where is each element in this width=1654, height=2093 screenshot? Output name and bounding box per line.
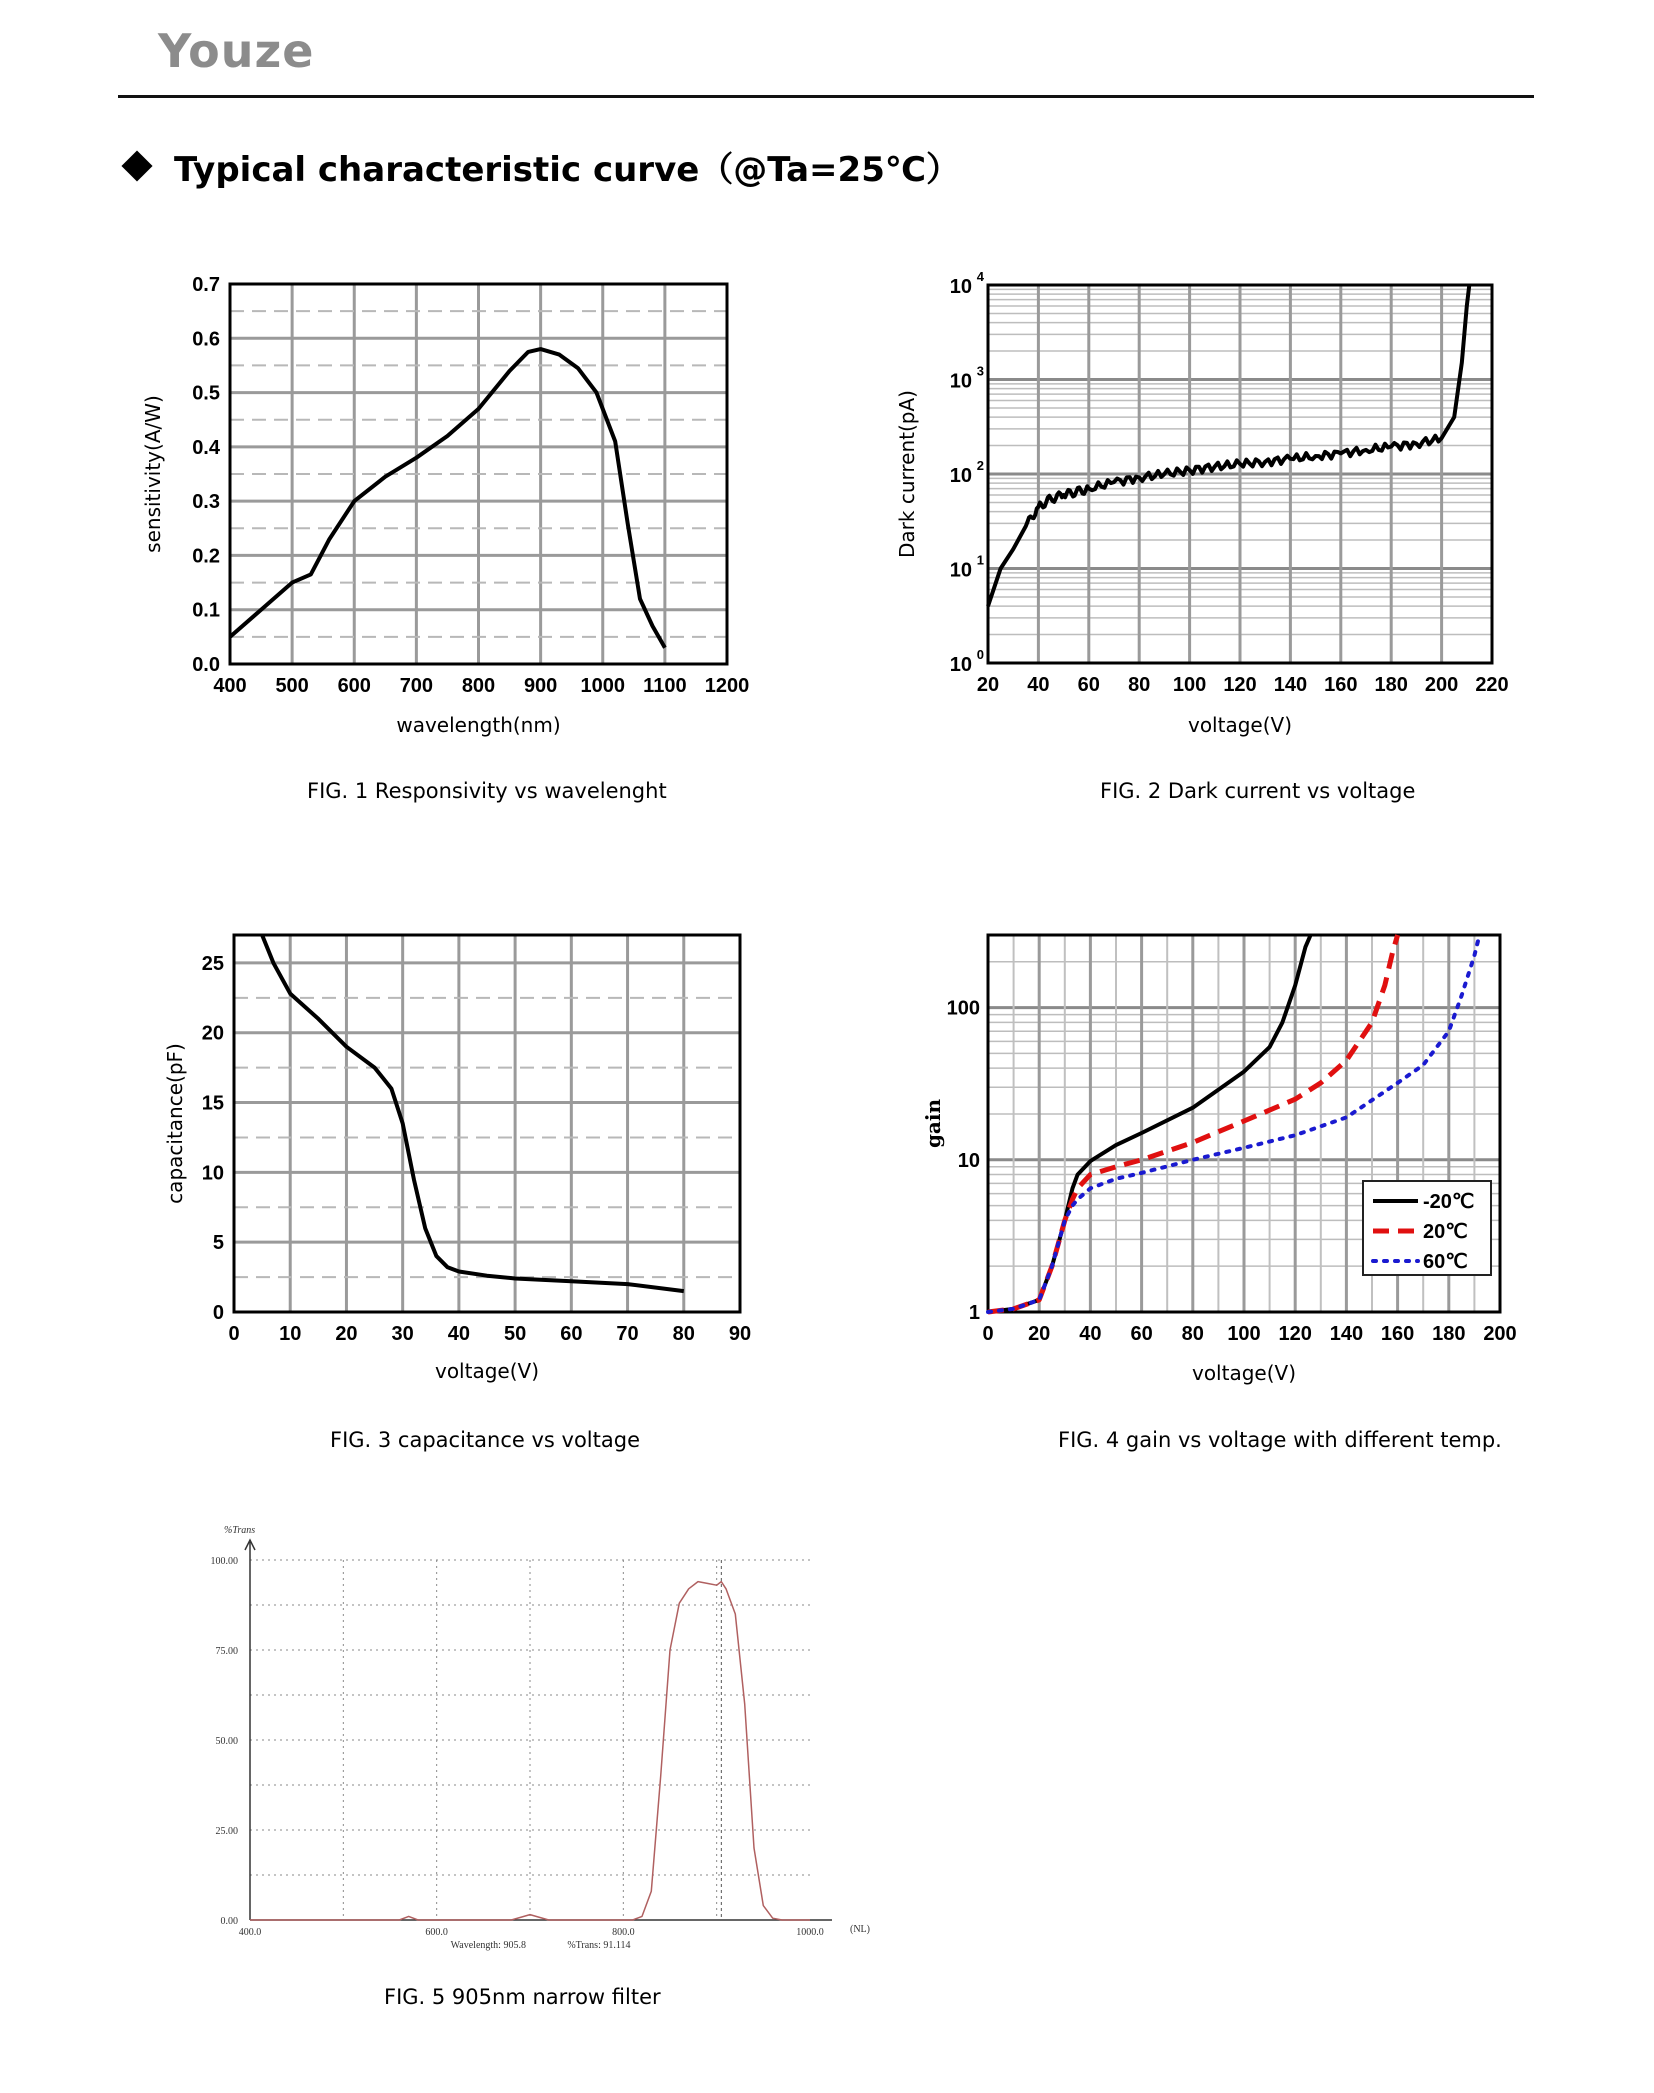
fig4-x-tick: 40: [1079, 1323, 1102, 1345]
fig1-x-tick: 900: [523, 675, 558, 697]
fig2-x-tick: 100: [1172, 674, 1207, 696]
fig2-x-tick: 60: [1077, 674, 1100, 696]
fig4-caption: FIG. 4 gain vs voltage with different temp.: [1058, 1428, 1502, 1452]
fig4-legend-label: 20℃: [1423, 1221, 1468, 1243]
fig3-x-tick: 10: [279, 1323, 302, 1345]
fig1-y-tick: 0.2: [192, 545, 220, 568]
fig3-caption: FIG. 3 capacitance vs voltage: [330, 1428, 640, 1452]
fig2-x-label: voltage(V): [1187, 713, 1293, 737]
fig5-y-tick: 75.00: [215, 1646, 238, 1657]
fig3-x-tick: 0: [228, 1323, 240, 1345]
brand-logo: Youze: [158, 24, 315, 78]
fig1-y-tick: 0.3: [192, 491, 220, 514]
fig4-x-tick: 120: [1278, 1323, 1312, 1345]
fig2-x-tick: 200: [1424, 674, 1459, 696]
fig1-x-tick: 600: [337, 675, 371, 697]
fig3-x-tick: 70: [616, 1323, 639, 1345]
fig5-x-unit: (NL): [850, 1924, 870, 1935]
fig1-y-tick: 0.0: [192, 654, 220, 676]
fig4-x-tick: 200: [1483, 1323, 1517, 1345]
fig4-x-label: voltage(V): [1191, 1361, 1297, 1385]
fig2-y-tick-exp: 2: [976, 458, 984, 473]
fig5-caption: FIG. 5 905nm narrow filter: [384, 1985, 661, 2009]
fig3-y-tick: 5: [212, 1232, 224, 1255]
fig3-y-tick: 20: [201, 1022, 224, 1045]
fig1-x-tick: 1200: [704, 675, 750, 697]
fig2-x-tick: 160: [1324, 674, 1358, 696]
fig5-readout-trans: %Trans: 91.114: [567, 1940, 631, 1951]
fig2-x-tick: 20: [976, 674, 1000, 696]
fig2-x-tick: 220: [1475, 674, 1509, 696]
fig4-x-tick: 180: [1432, 1323, 1466, 1345]
fig2-x-tick: 80: [1128, 674, 1151, 696]
fig5-y-tick: 100.00: [210, 1556, 238, 1567]
fig3-x-tick: 80: [672, 1323, 695, 1345]
fig2-x-tick: 180: [1374, 674, 1408, 696]
fig2-caption: FIG. 2 Dark current vs voltage: [1100, 779, 1416, 803]
fig3-x-tick: 60: [560, 1323, 583, 1345]
fig1-x-tick: 800: [461, 675, 496, 697]
fig4-x-tick: 0: [982, 1323, 994, 1345]
fig4-y-tick: 10: [957, 1149, 980, 1172]
fig3-plot-frame: [234, 935, 740, 1312]
fig5-readout-wavelength: Wavelength: 905.8: [450, 1940, 526, 1951]
section-title-text: Typical characteristic curve（@Ta=25℃）: [174, 150, 961, 190]
fig4-x-tick: 80: [1181, 1323, 1204, 1345]
fig3-x-tick: 40: [447, 1323, 471, 1345]
fig1-caption: FIG. 1 Responsivity vs wavelenght: [307, 779, 667, 803]
fig2-y-tick-base: 10: [949, 465, 972, 487]
fig3-y-tick: 25: [201, 952, 224, 975]
fig2-y-tick-base: 10: [949, 654, 972, 676]
fig1-y-label: sensitivity(A/W): [141, 395, 165, 553]
fig2-y-tick-exp: 1: [976, 552, 984, 568]
fig2-y-tick-base: 10: [949, 276, 972, 298]
fig2-y-tick-base: 10: [949, 370, 972, 393]
fig4-x-tick: 60: [1130, 1323, 1153, 1345]
fig4-y-tick: 1: [968, 1302, 980, 1324]
fig1-x-tick: 500: [275, 675, 309, 697]
fig2-y-tick-exp: 0: [976, 647, 984, 662]
fig1-y-tick: 0.7: [192, 274, 220, 296]
fig2-y-label: Dark current(pA): [895, 390, 919, 558]
fig1-x-label: wavelength(nm): [396, 713, 561, 737]
fig3-y-tick: 10: [201, 1162, 224, 1185]
fig3-x-tick: 50: [503, 1323, 527, 1345]
fig2-y-tick-exp: 3: [976, 363, 984, 379]
fig4-x-tick: 20: [1028, 1323, 1051, 1345]
fig2-x-tick: 140: [1273, 674, 1308, 696]
fig4-y-tick: 100: [946, 997, 980, 1020]
fig5-x-tick: 400.0: [238, 1927, 262, 1938]
fig3-y-tick: 15: [201, 1092, 224, 1115]
fig4-x-tick: 100: [1227, 1323, 1261, 1345]
fig2-y-tick-exp: 4: [976, 269, 984, 284]
fig5-x-tick: 800.0: [612, 1927, 635, 1938]
fig3-x-tick: 90: [728, 1323, 752, 1345]
fig3-y-tick: 0: [212, 1302, 224, 1324]
fig4-y-label: gain: [921, 1098, 945, 1149]
fig3-series-line: [262, 935, 684, 1291]
fig3-x-tick: 20: [335, 1323, 358, 1345]
fig1-y-tick: 0.4: [192, 436, 220, 459]
fig3-y-label: capacitance(pF): [163, 1043, 187, 1204]
fig4-x-tick: 160: [1380, 1323, 1415, 1345]
fig1-y-tick: 0.1: [192, 599, 220, 622]
fig2-x-tick: 40: [1027, 674, 1050, 696]
fig4-x-tick: 140: [1329, 1323, 1364, 1345]
fig2-x-tick: 120: [1223, 674, 1257, 696]
fig1-y-tick: 0.6: [192, 328, 220, 351]
fig2-y-tick-base: 10: [949, 559, 972, 582]
fig4-legend-label: -20℃: [1423, 1191, 1475, 1213]
fig1-x-tick: 1100: [643, 675, 687, 697]
fig1-x-tick: 1000: [580, 675, 625, 697]
fig3-x-tick: 30: [391, 1323, 414, 1345]
fig4-legend-label: 60℃: [1423, 1251, 1468, 1273]
fig5-y-tick: 25.00: [215, 1826, 238, 1837]
fig1-x-tick: 400: [213, 675, 247, 697]
fig5-y-tick: 0.00: [220, 1916, 238, 1927]
fig5-y-tick: 50.00: [215, 1736, 238, 1747]
fig5-y-label: %Trans: [224, 1525, 256, 1536]
fig5-x-tick: 1000.0: [796, 1927, 824, 1938]
fig5-x-tick: 600.0: [425, 1927, 448, 1938]
fig1-x-tick: 700: [399, 675, 434, 697]
fig3-x-label: voltage(V): [434, 1359, 540, 1383]
fig4-series-line: [988, 935, 1311, 1312]
fig1-y-tick: 0.5: [192, 382, 220, 405]
